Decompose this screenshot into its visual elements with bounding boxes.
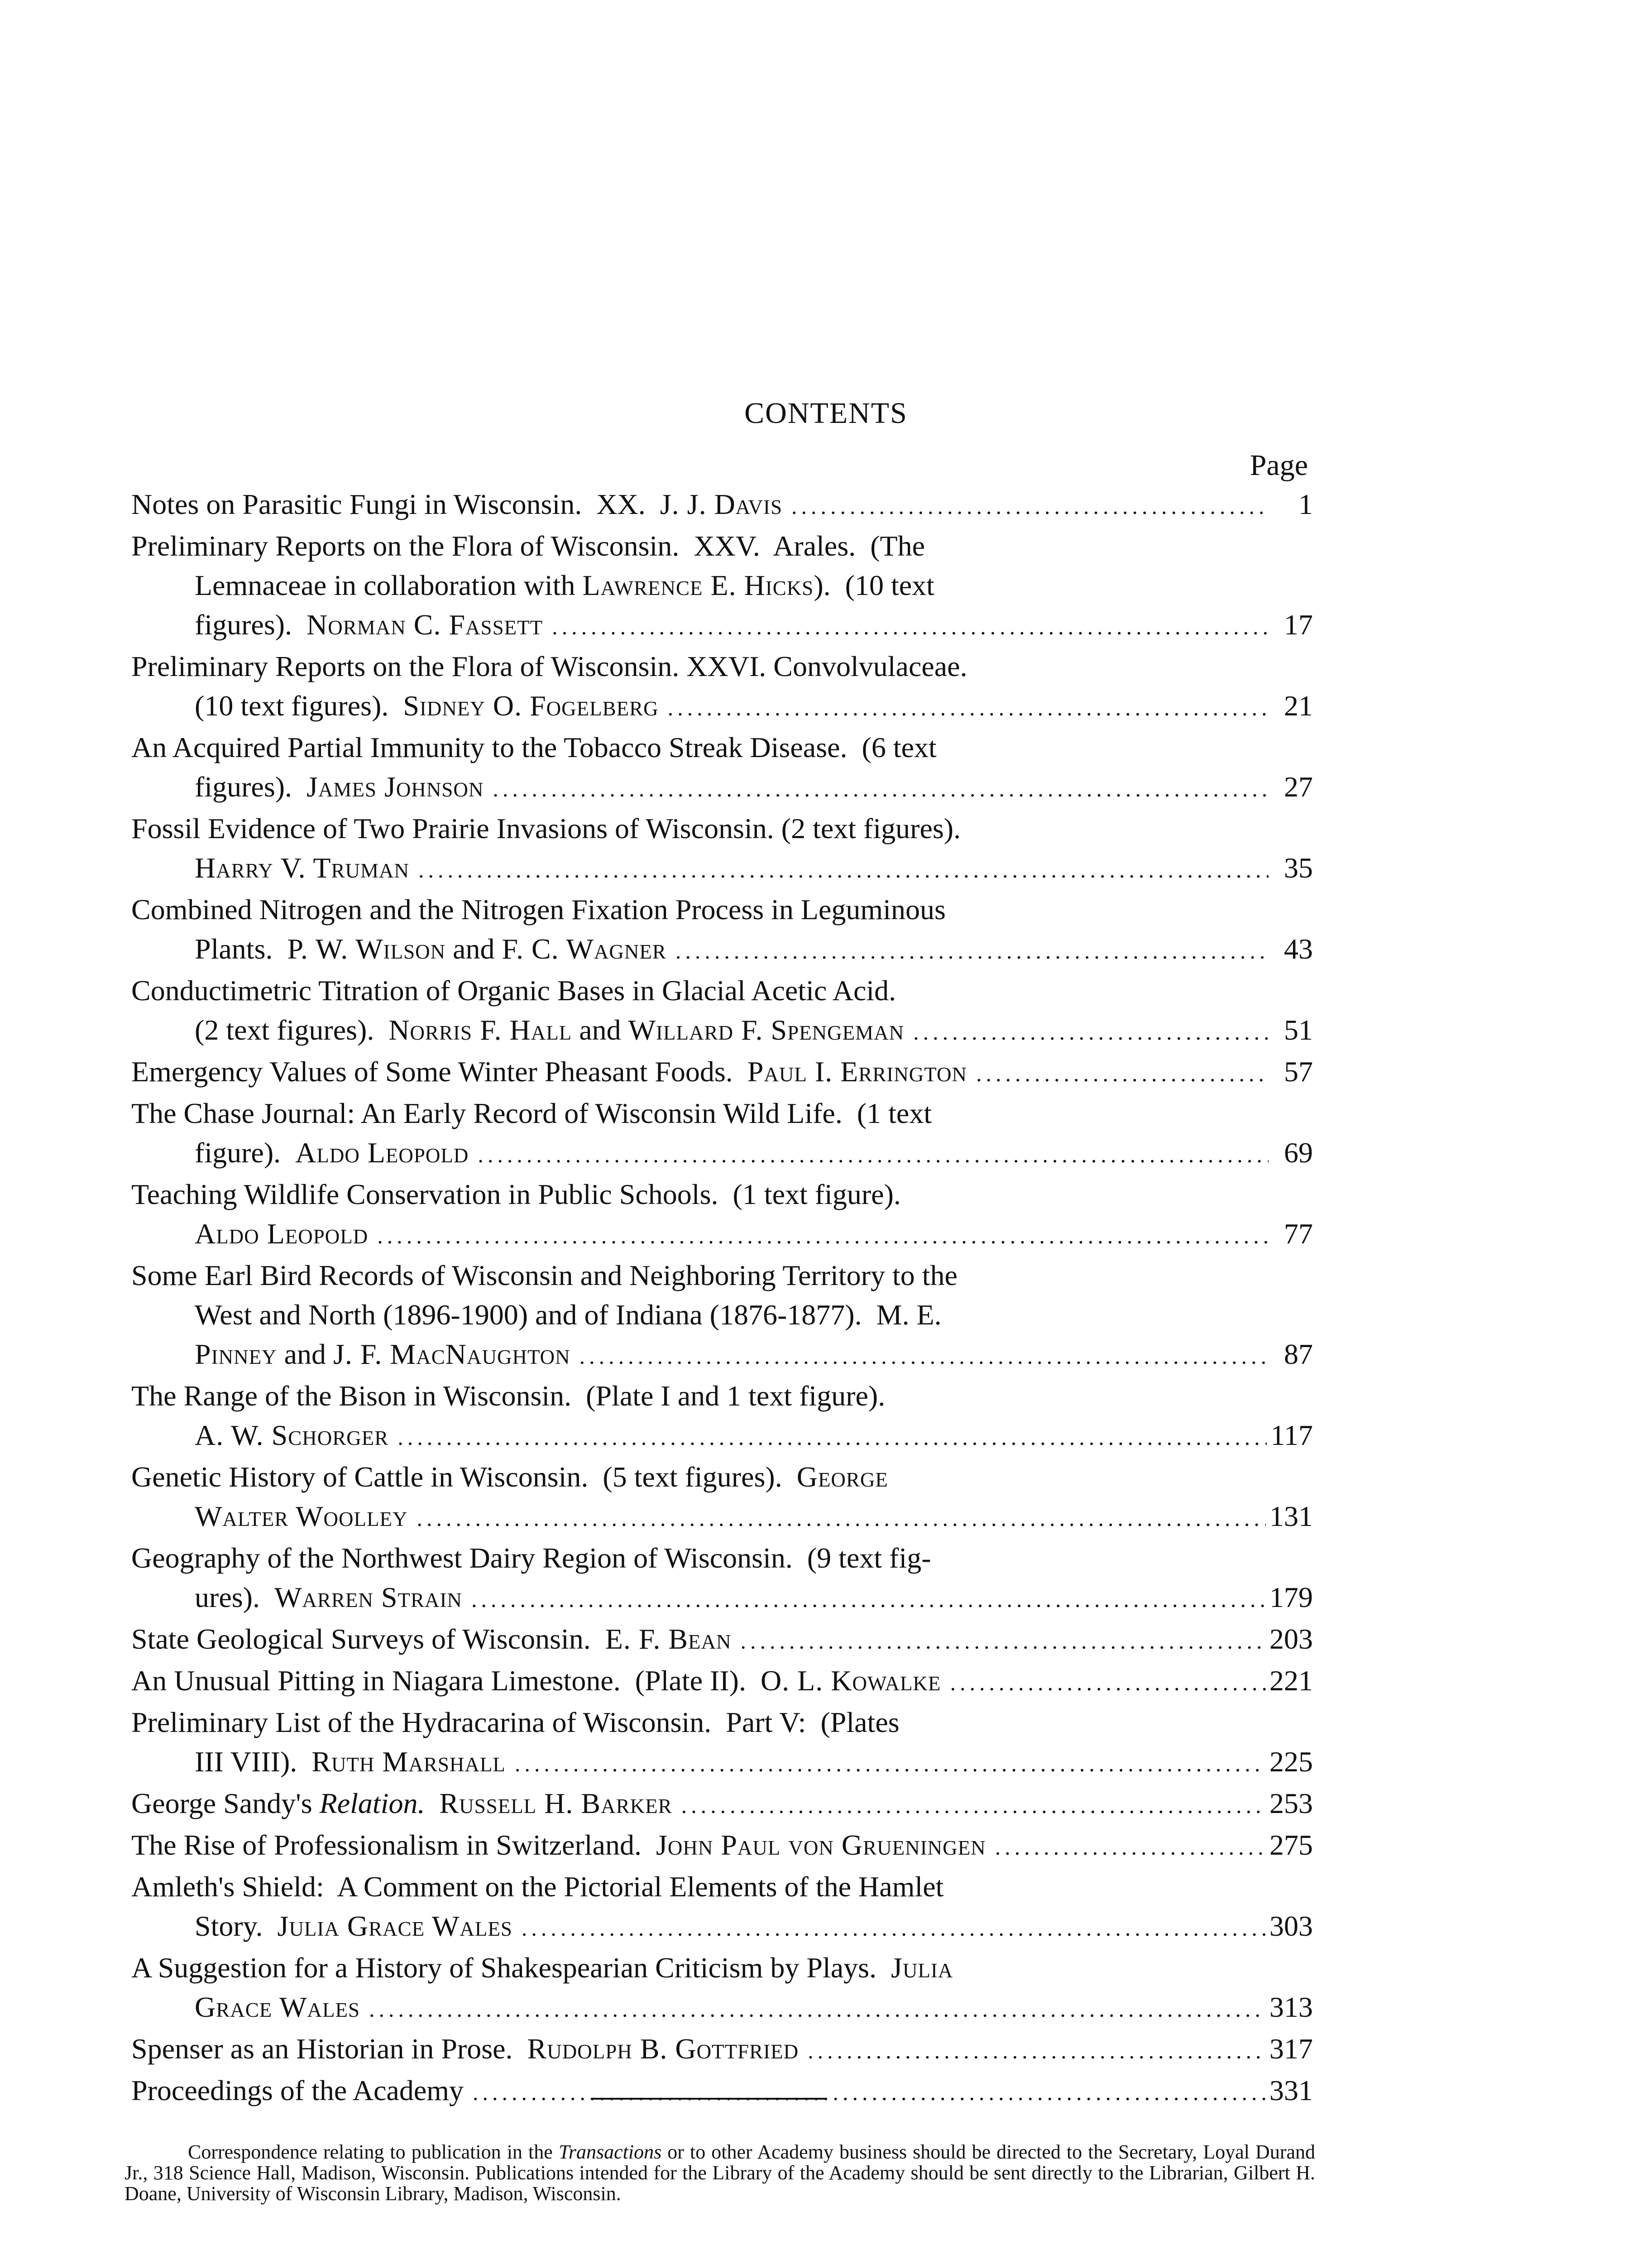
entry-connector: and	[277, 1338, 333, 1370]
toc-entry	[131, 1825, 1313, 1867]
toc-line	[131, 1906, 1313, 1948]
entry-title: Lemnaceae in collaboration with	[195, 569, 583, 601]
toc-line	[131, 1987, 1313, 2029]
entry-title: III VIII).	[195, 1746, 312, 1778]
entry-author: Lawrence E. Hicks	[582, 569, 814, 601]
page-number: 1	[1298, 488, 1313, 520]
toc-entry	[131, 1703, 1313, 1784]
toc-line	[131, 1052, 1313, 1094]
dot-leader	[377, 1216, 1269, 1256]
toc-entry	[131, 1948, 1313, 2029]
entry-author: Pinney	[195, 1338, 277, 1370]
page-number: 313	[1269, 1991, 1313, 2023]
entry-title: Story.	[195, 1910, 278, 1942]
page-number: 303	[1269, 1910, 1313, 1942]
entry-author: Walter Woolley	[195, 1500, 408, 1532]
page-number: 27	[1284, 771, 1313, 803]
dot-leader	[552, 607, 1269, 647]
entry-author: John Paul von Grueningen	[656, 1829, 986, 1861]
entry-title: Notes on Parasitic Fungi in Wisconsin. XX.	[131, 488, 660, 520]
toc-line-text	[195, 1906, 512, 1946]
footnote-text-1: Correspondence relating to publication in the	[188, 2141, 559, 2163]
toc-line	[131, 1703, 1313, 1742]
toc-line-text	[131, 1094, 932, 1133]
page-number: 87	[1284, 1338, 1313, 1370]
toc-entry	[131, 890, 1313, 971]
toc-entry	[131, 1784, 1313, 1825]
toc-line-text	[131, 1784, 672, 1823]
toc-line-text	[131, 2071, 464, 2110]
dot-leader	[740, 1621, 1266, 1661]
page-number: 331	[1269, 2074, 1313, 2106]
entry-author: James Johnson	[306, 771, 484, 803]
toc-line-text	[131, 526, 925, 566]
entry-title: Preliminary Reports on the Flora of Wisconsin. XXV. Arales. (The	[131, 530, 925, 562]
page-number: 17	[1284, 609, 1313, 641]
entry-connector	[425, 1787, 439, 1819]
toc-line	[131, 971, 1313, 1010]
page-number: 317	[1269, 2033, 1313, 2065]
toc-entry	[131, 1867, 1313, 1948]
toc-line	[131, 1133, 1313, 1175]
toc-line	[131, 1661, 1313, 1703]
toc-entry	[131, 1256, 1313, 1376]
toc-line	[131, 1948, 1313, 1987]
entry-title: Plants.	[195, 933, 287, 965]
entry-author: A. W. Schorger	[195, 1419, 389, 1451]
table-of-contents	[131, 484, 1313, 2112]
entry-author: George	[796, 1461, 888, 1493]
dot-leader	[522, 1909, 1266, 1948]
toc-line-text	[131, 1457, 888, 1497]
toc-line	[131, 1825, 1313, 1867]
entry-title: ). (10 text	[814, 569, 934, 601]
dot-leader	[995, 1828, 1266, 1867]
toc-line	[131, 890, 1313, 929]
dot-leader	[418, 850, 1269, 890]
toc-line	[131, 2071, 1313, 2112]
toc-line	[131, 1867, 1313, 1906]
toc-line-text	[195, 1334, 570, 1374]
toc-line-text	[195, 1010, 904, 1050]
toc-line	[131, 1742, 1313, 1784]
toc-entry	[131, 1052, 1313, 1094]
entry-author: Norman C. Fassett	[306, 609, 543, 641]
toc-line-text	[131, 1052, 967, 1091]
toc-line-text	[131, 728, 937, 767]
footnote-text-2: or to other Academy business should be directed to the Secretary, Loyal Durand Jr., 318 Science Hall, Madison, Wisconsin. Publications intended for the Library of the Academy should be sent directly to the Librarian, Gilbert H. Doane, University of Wisconsin Library, Madison, Wisconsin.	[124, 2141, 1316, 2205]
entry-author: J. F. MacNaughton	[333, 1338, 570, 1370]
entry-author: Norris F. Hall	[388, 1014, 572, 1046]
toc-line	[131, 1619, 1313, 1661]
page-number: 253	[1269, 1787, 1313, 1819]
page-number: 225	[1269, 1746, 1313, 1778]
toc-line-text	[131, 1948, 953, 1987]
divider-rule	[591, 2098, 826, 2100]
toc-entry	[131, 1661, 1313, 1703]
toc-line-text	[195, 1497, 407, 1536]
entry-title: Spenser as an Historian in Prose.	[131, 2033, 527, 2065]
entry-title: Some Earl Bird Records of Wisconsin and Neighboring Territory to the	[131, 1259, 958, 1291]
entry-title: Preliminary Reports on the Flora of Wisconsin. XXVI. Convolvulaceae.	[131, 650, 967, 682]
entry-title: (2 text figures).	[195, 1014, 389, 1046]
toc-line	[131, 484, 1313, 526]
entry-author: Grace Wales	[195, 1991, 360, 2023]
entry-connector: and	[445, 933, 502, 965]
toc-line-text	[131, 971, 896, 1010]
toc-line-text	[131, 1703, 900, 1742]
dot-leader	[913, 1012, 1269, 1052]
entry-title: Geography of the Northwest Dairy Region of Wisconsin. (9 text fig-	[131, 1542, 931, 1574]
toc-line-text	[131, 1256, 958, 1295]
page-number: 77	[1284, 1218, 1313, 1250]
entry-title: The Range of the Bison in Wisconsin. (Plate I and 1 text figure).	[131, 1380, 886, 1412]
toc-entry	[131, 728, 1313, 809]
toc-line-text	[195, 686, 659, 725]
page-number: 35	[1284, 852, 1313, 884]
entry-author: E. F. Bean	[605, 1623, 732, 1655]
toc-line-text	[195, 1295, 942, 1334]
entry-title: A Suggestion for a History of Shakespearian Criticism by Plays.	[131, 1952, 891, 1984]
toc-line	[131, 1010, 1313, 1052]
entry-title: Conductimetric Titration of Organic Bases in Glacial Acetic Acid.	[131, 974, 896, 1007]
toc-line	[131, 1497, 1313, 1538]
toc-line-text	[131, 1661, 941, 1700]
toc-line-text	[131, 890, 946, 929]
entry-author: Sidney O. Fogelberg	[403, 690, 659, 722]
footnote-italic: Transactions	[558, 2141, 662, 2163]
page-number: 69	[1284, 1137, 1313, 1169]
entry-title: An Acquired Partial Immunity to the Tobacco Streak Disease. (6 text	[131, 731, 937, 763]
entry-title: The Chase Journal: An Early Record of Wisconsin Wild Life. (1 text	[131, 1097, 932, 1129]
page-number: 57	[1284, 1055, 1313, 1088]
toc-line	[131, 2029, 1313, 2071]
entry-author: J. J. Davis	[660, 488, 782, 520]
entry-author: Warren Strain	[274, 1581, 462, 1613]
toc-line	[131, 647, 1313, 686]
toc-line	[131, 605, 1313, 647]
entry-title: figures).	[195, 771, 307, 803]
toc-line	[131, 566, 1313, 605]
dot-leader	[675, 931, 1269, 971]
toc-line	[131, 1094, 1313, 1133]
entry-title: West and North (1896-1900) and of Indiana (1876-1877). M. E.	[195, 1299, 942, 1331]
toc-line-text	[131, 1619, 731, 1659]
dot-leader	[579, 1337, 1269, 1376]
toc-line-text	[195, 1415, 388, 1455]
toc-entry	[131, 809, 1313, 890]
dot-leader	[417, 1499, 1266, 1538]
toc-line	[131, 1784, 1313, 1825]
dot-leader	[515, 1744, 1266, 1784]
toc-entry	[131, 1538, 1313, 1619]
toc-entry	[131, 1376, 1313, 1457]
toc-line-text	[195, 605, 543, 644]
toc-entry	[131, 1619, 1313, 1661]
dot-leader	[668, 688, 1269, 728]
dot-leader	[681, 1786, 1266, 1825]
toc-entry	[131, 2071, 1313, 2112]
entry-title-italic: Relation.	[319, 1787, 425, 1819]
toc-entry	[131, 1457, 1313, 1538]
toc-line	[131, 1376, 1313, 1415]
entry-title: Amleth's Shield: A Comment on the Pictorial Elements of the Hamlet	[131, 1871, 944, 1903]
toc-line	[131, 1175, 1313, 1214]
toc-line	[131, 848, 1313, 890]
entry-title: ures).	[195, 1581, 274, 1613]
toc-line	[131, 1578, 1313, 1619]
toc-line-text	[131, 484, 782, 524]
toc-line-text	[131, 1376, 885, 1415]
entry-author: Julia	[891, 1952, 953, 1984]
page-number: 21	[1284, 690, 1313, 722]
toc-line-text	[131, 1538, 931, 1578]
entry-title: Proceedings of the Academy	[131, 2074, 464, 2106]
entry-title: Combined Nitrogen and the Nitrogen Fixation Process in Leguminous	[131, 893, 946, 926]
dot-leader	[473, 2073, 1266, 2112]
entry-title: figure).	[195, 1137, 296, 1169]
toc-line	[131, 728, 1313, 767]
entry-title: Teaching Wildlife Conservation in Public Schools. (1 text figure).	[131, 1178, 901, 1210]
entry-title: The Rise of Professionalism in Switzerland.	[131, 1829, 656, 1861]
toc-line-text	[195, 1214, 368, 1253]
dot-leader	[369, 1990, 1266, 2029]
toc-line-text	[131, 1825, 986, 1865]
toc-line	[131, 1214, 1313, 1256]
entry-title: George Sandy's	[131, 1787, 320, 1819]
toc-entry	[131, 2029, 1313, 2071]
entry-author: O. L. Kowalke	[760, 1664, 941, 1697]
page-column-label: Page	[1250, 449, 1308, 482]
entry-author: Harry V. Truman	[195, 852, 410, 884]
entry-author: Julia Grace Wales	[277, 1910, 512, 1942]
page-title: CONTENTS	[744, 397, 908, 430]
toc-line	[131, 1457, 1313, 1497]
entry-title: (10 text figures).	[195, 690, 403, 722]
entry-author: Aldo Leopold	[195, 1218, 369, 1250]
page-number: 221	[1269, 1664, 1313, 1697]
toc-entry	[131, 971, 1313, 1052]
entry-title: figures).	[195, 609, 307, 641]
toc-line-text	[195, 1987, 360, 2027]
dot-leader	[471, 1580, 1266, 1619]
page-number: 131	[1269, 1500, 1313, 1532]
toc-line-text	[131, 1175, 901, 1214]
dot-leader	[791, 487, 1269, 526]
entry-author: Ruth Marshall	[311, 1746, 506, 1778]
entry-title: An Unusual Pitting in Niagara Limestone. (Plate II).	[131, 1664, 761, 1697]
page-number: 51	[1284, 1014, 1313, 1046]
entry-author: Aldo Leopold	[295, 1137, 469, 1169]
toc-line-text	[195, 929, 666, 969]
page-number: 179	[1269, 1581, 1313, 1613]
entry-author: Willard F. Spengeman	[628, 1014, 905, 1046]
entry-author: Rudolph B. Gottfried	[527, 2033, 799, 2065]
page-number: 203	[1269, 1623, 1313, 1655]
toc-entry	[131, 484, 1313, 526]
entry-author: P. W. Wilson	[287, 933, 446, 965]
toc-line	[131, 767, 1313, 809]
toc-line-text	[131, 809, 961, 848]
entry-title: Preliminary List of the Hydracarina of Wisconsin. Part V: (Plates	[131, 1706, 900, 1738]
toc-line	[131, 1538, 1313, 1578]
entry-connector: and	[572, 1014, 628, 1046]
entry-title: Fossil Evidence of Two Prairie Invasions of Wisconsin. (2 text figures).	[131, 812, 961, 844]
page-number: 275	[1269, 1829, 1313, 1861]
toc-line-text	[195, 566, 934, 605]
entry-author: Paul I. Errington	[747, 1055, 967, 1088]
toc-line	[131, 1256, 1313, 1295]
toc-line	[131, 1415, 1313, 1457]
toc-line-text	[195, 767, 484, 806]
page-number: 117	[1270, 1419, 1313, 1451]
toc-entry	[131, 526, 1313, 647]
toc-entry	[131, 1175, 1313, 1256]
entry-title: State Geological Surveys of Wisconsin.	[131, 1623, 605, 1655]
toc-line-text	[195, 848, 409, 887]
toc-line	[131, 1334, 1313, 1376]
dot-leader	[808, 2031, 1266, 2071]
toc-entry	[131, 647, 1313, 728]
toc-line	[131, 526, 1313, 566]
entry-title: Emergency Values of Some Winter Pheasant Foods.	[131, 1055, 747, 1088]
dot-leader	[493, 769, 1269, 809]
footnote	[124, 2142, 1315, 2204]
toc-line-text	[131, 647, 967, 686]
dot-leader	[976, 1054, 1269, 1094]
toc-line	[131, 929, 1313, 971]
toc-entry	[131, 1094, 1313, 1175]
entry-title: Genetic History of Cattle in Wisconsin. (5 text figures).	[131, 1461, 797, 1493]
toc-line-text	[131, 1867, 943, 1906]
toc-line	[131, 686, 1313, 728]
toc-line-text	[195, 1133, 469, 1172]
entry-author: F. C. Wagner	[502, 933, 666, 965]
toc-line	[131, 1295, 1313, 1334]
toc-line-text	[195, 1578, 462, 1617]
toc-line-text	[195, 1742, 506, 1781]
dot-leader	[950, 1663, 1266, 1703]
entry-author: Russell H. Barker	[439, 1787, 672, 1819]
dot-leader	[478, 1135, 1269, 1175]
page-number: 43	[1284, 933, 1313, 965]
toc-line-text	[131, 2029, 799, 2068]
dot-leader	[397, 1418, 1267, 1457]
toc-line	[131, 809, 1313, 848]
